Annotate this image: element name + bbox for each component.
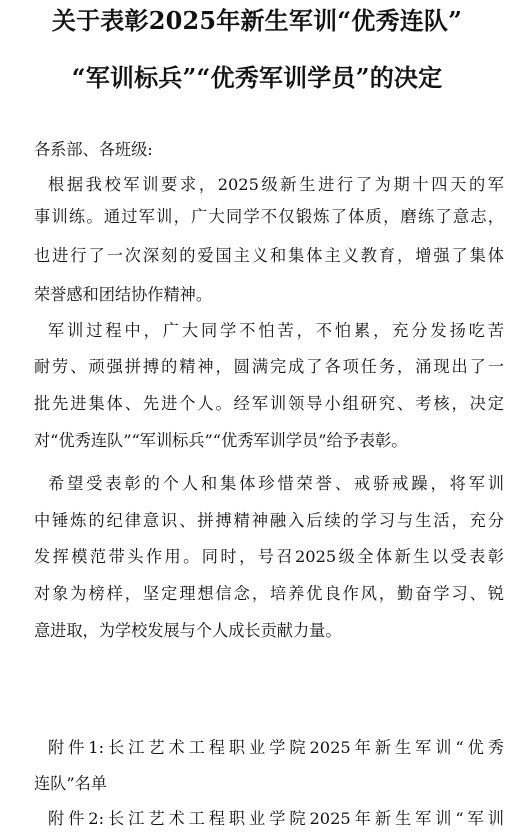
- attachment-2-line-1: 附件2:长江艺术工程职业学院2025年新生军训“军训: [48, 809, 504, 828]
- paragraph-1-line-3: 也进行了一次深刻的爱国主义和集体主义教育，增强了集体: [34, 246, 504, 265]
- paragraph-1-line-1: 根据我校军训要求，2025级新生进行了为期十四天的军: [48, 175, 504, 194]
- paragraph-3-line-5: 意进取，为学校发展与个人成长贡献力量。: [34, 621, 342, 640]
- paragraph-2-line-2: 耐劳、顽强拼搏的精神，圆满完成了各项任务，涌现出了一: [34, 357, 504, 376]
- paragraph-2-line-4: 对“优秀连队”“军训标兵”“优秀军训学员”给予表彰。: [34, 431, 408, 450]
- document-title-line-2: “军训标兵”“优秀军训学员”的决定: [71, 63, 443, 92]
- paragraph-1-line-2: 事训练。通过军训，广大同学不仅锻炼了体质，磨练了意志，: [34, 207, 504, 226]
- salutation: 各系部、各班级:: [34, 140, 153, 159]
- paragraph-2-line-1: 军训过程中，广大同学不怕苦，不怕累，充分发扬吃苦: [48, 321, 504, 340]
- paragraph-3-line-3: 发挥模范带头作用。同时，号召2025级全体新生以受表彰: [34, 547, 504, 566]
- attachment-1-line-1: 附件1:长江艺术工程职业学院2025年新生军训“优秀: [48, 738, 504, 757]
- paragraph-2-line-3: 批先进集体、先进个人。经军训领导小组研究、考核，决定: [34, 394, 504, 413]
- attachment-1-line-2: 连队”名单: [34, 774, 108, 793]
- paragraph-3-line-2: 中锤炼的纪律意识、拼搏精神融入后续的学习与生活，充分: [34, 511, 504, 530]
- paragraph-3-line-4: 对象为榜样，坚定理想信念，培养优良作风，勤奋学习、锐: [34, 584, 504, 603]
- paragraph-1-line-4: 荣誉感和团结协作精神。: [34, 285, 213, 304]
- paragraph-3-line-1: 希望受表彰的个人和集体珍惜荣誉、戒骄戒躁，将军训: [48, 474, 504, 493]
- document-title-line-1: 关于表彰2025年新生军训“优秀连队”: [51, 6, 463, 35]
